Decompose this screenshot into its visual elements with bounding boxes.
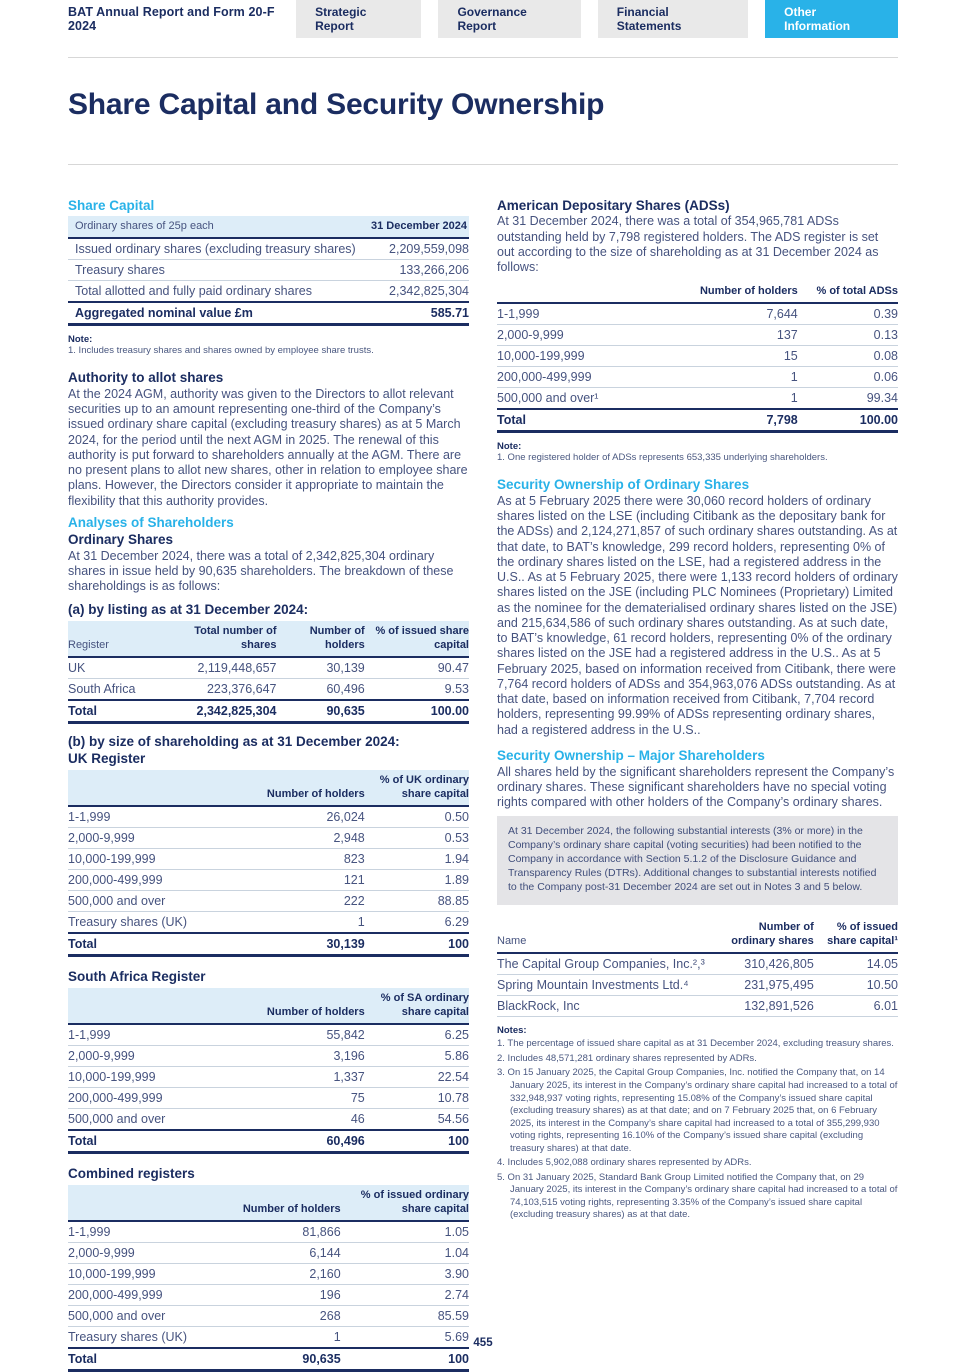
table-row [497,367,898,388]
listing-table [68,621,469,724]
shareholder-name: BlackRock, Inc [497,996,714,1017]
col-header-holders: Number of holders [677,281,797,303]
row-value: 121 [252,870,364,891]
col-header-name: Name [497,917,714,953]
header-divider [68,57,898,58]
row-value: 222 [252,891,364,912]
row-label: 2,000-9,999 [497,325,677,346]
col-header-pct: % of UK ordinary share capital [365,770,469,806]
col-header-pct: % of SA ordinary share capital [365,988,469,1024]
table-header-row [68,621,469,657]
table-row [68,849,469,870]
row-label: 200,000-499,999 [68,1285,236,1306]
major-shareholders-table [497,917,898,1017]
table-header-row [68,770,469,806]
note-heading: Note: [68,334,469,345]
analyses-heading: Analyses of Shareholders [68,515,469,532]
listing-heading: (a) by listing as at 31 December 2024: [68,602,469,619]
total-row: Total 30,139 100 [68,933,469,956]
table-row [497,346,898,367]
table-row [68,891,469,912]
table-row [68,1109,469,1131]
row-value: 26,024 [252,806,364,828]
row-value: 3.90 [341,1264,469,1285]
table-row [497,996,898,1017]
row-label: Issued ordinary shares (excluding treasury shares) [68,238,357,260]
table-row [68,1221,469,1243]
row-value: 10.78 [365,1088,469,1109]
security-ownership-heading: Security Ownership of Ordinary Shares [497,477,898,494]
row-label: 10,000-199,999 [68,1067,252,1088]
row-value: 1.89 [365,870,469,891]
row-value: 15 [677,346,797,367]
row-value: 268 [236,1306,340,1327]
row-label: South Africa [68,679,160,701]
major-shareholders-paragraph: All shares held by the significant shareholders represent the Company’s ordinary shares. These significant shareholders have no special voting rights compared with other holders of the Company’s ordinary shares. [497,765,898,811]
notes-section [497,1025,898,1221]
total-row: Total 2,342,825,304 90,635 100.00 [68,700,469,723]
table-row [497,388,898,410]
col-header-shares: Number of ordinary shares [714,917,814,953]
col-header-holders: Number of holders [277,621,365,657]
table-row [497,953,898,975]
title-divider [68,164,898,165]
row-value: 46 [252,1109,364,1131]
row-label: 500,000 and over¹ [497,388,677,410]
row-value: 1 [677,388,797,410]
row-value: 0.08 [798,346,898,367]
row-value: 2,119,448,657 [160,657,276,679]
row-value: 75 [252,1088,364,1109]
note-text: 5. On 31 January 2025, Standard Bank Group Limited notified the Company that, on 29 January 2025, its interest in the Company’s ordinary share capital had increased to a total of 74,103,515 voting rights, representing 3.35% of the Company’s issued share capital (excluding treasury shares) as at that date. [497,1172,898,1222]
combined-registers-heading: Combined registers [68,1166,469,1183]
row-label: Treasury shares (UK) [68,1327,236,1349]
report-title: BAT Annual Report and Form 20-F 2024 [68,5,296,33]
notes-heading: Notes: [497,1025,898,1036]
row-value: 1.94 [365,849,469,870]
row-value: 823 [252,849,364,870]
table-header-row [497,917,898,953]
row-value: 0.06 [798,367,898,388]
row-value: 1.04 [341,1243,469,1264]
col-header-pct: % of issued share capital¹ [814,917,898,953]
row-value: 90.47 [365,657,469,679]
col-header-label: Ordinary shares of 25p each [68,216,357,238]
shareholder-name: Spring Mountain Investments Ltd.⁴ [497,975,714,996]
table-row [68,657,469,679]
note-text: 1. Includes treasury shares and shares owned by employee share trusts. [68,345,469,358]
col-header-total-shares: Total number of shares [160,621,276,657]
row-value: 196 [236,1285,340,1306]
col-header-holders: Number of holders [252,770,364,806]
note-text: 1. One registered holder of ADSs represents 653,335 underlying shareholders. [497,452,898,465]
table-row [68,679,469,701]
note-text: 3. On 15 January 2025, the Capital Group Companies, Inc. notified the Company that, on 14 January 2025, its interest in the Company’s ordinary share capital had increased to a total of 332,948,937 voting rights, representing 15.08% of the Company’s issued share capital (excluding treasury shares) as at that date; and on 7 February 2025 that, on 6 February 2025, its interest in the Company’s share capital had increased to a total of 355,299,930 voting rights, representing 16.10% of the Company’s issued share capital (excluding treasury shares) at that date. [497,1067,898,1155]
row-value: 132,891,526 [714,996,814,1017]
row-label: 2,000-9,999 [68,828,252,849]
total-row: Total 60,496 100 [68,1130,469,1153]
table-row [68,1067,469,1088]
table-row [68,1243,469,1264]
row-value: 6.25 [365,1024,469,1046]
authority-heading: Authority to allot shares [68,370,469,387]
row-value: 9.53 [365,679,469,701]
row-label: 10,000-199,999 [68,849,252,870]
uk-register-table [68,770,469,957]
tab-other-information[interactable]: Other Information [765,0,898,38]
row-label: 1-1,999 [68,1221,236,1243]
row-value: 0.50 [365,806,469,828]
row-label: 500,000 and over [68,891,252,912]
share-capital-heading: Share Capital [68,198,469,215]
total-label: Aggregated nominal value £m [68,302,357,325]
table-header-row [497,281,898,303]
row-value: 0.39 [798,303,898,325]
row-label: Treasury shares (UK) [68,912,252,934]
col-header-pct: % of issued ordinary share capital [341,1185,469,1221]
total-row: Total 90,635 100 [68,1348,469,1371]
row-label: 2,000-9,999 [68,1046,252,1067]
row-value: 1 [677,367,797,388]
shareholder-name: The Capital Group Companies, Inc.²,³ [497,953,714,975]
table-row [68,1285,469,1306]
row-value: 5.86 [365,1046,469,1067]
by-size-heading: (b) by size of shareholding as at 31 December 2024: [68,734,469,751]
row-label: 10,000-199,999 [497,346,677,367]
uk-register-heading: UK Register [68,751,469,768]
row-label: 1-1,999 [68,1024,252,1046]
col-header-pct: % of total ADSs [798,281,898,303]
note-text: 2. Includes 48,571,281 ordinary shares represented by ADRs. [497,1053,898,1066]
table-header-row [68,216,469,238]
row-value: 54.56 [365,1109,469,1131]
row-label: 1-1,999 [68,806,252,828]
row-value: 30,139 [277,657,365,679]
page-title: Share Capital and Security Ownership [68,88,898,123]
row-value: 231,975,495 [714,975,814,996]
table-row [497,325,898,346]
share-capital-table [68,216,469,326]
table-row [68,1264,469,1285]
major-shareholders-heading: Security Ownership – Major Shareholders [497,748,898,765]
row-value: 1 [252,912,364,934]
table-row [68,806,469,828]
row-value: 1 [236,1327,340,1349]
table-row [68,912,469,934]
row-value: 6.01 [814,996,898,1017]
row-value: 3,196 [252,1046,364,1067]
row-label: 200,000-499,999 [68,870,252,891]
col-header-blank [68,1185,236,1221]
total-value: 585.71 [357,302,469,325]
right-column [497,198,898,1222]
row-value: 55,842 [252,1024,364,1046]
col-header-holders: Number of holders [236,1185,340,1221]
row-label: 200,000-499,999 [497,367,677,388]
row-value: 10.50 [814,975,898,996]
row-value: 2.74 [341,1285,469,1306]
ads-paragraph: At 31 December 2024, there was a total of 354,965,781 ADSs outstanding held by 7,798 registered holders. The ADS register is set out according to the size of shareholding as at 31 December 2024 as follows: [497,214,898,275]
row-value: 14.05 [814,953,898,975]
top-bar [68,0,898,38]
sa-register-heading: South Africa Register [68,969,469,986]
row-value: 7,644 [677,303,797,325]
table-row [68,238,469,260]
row-value: 81,866 [236,1221,340,1243]
row-value: 223,376,647 [160,679,276,701]
col-header-blank [497,281,677,303]
tab-governance-report[interactable]: Governance Report [438,0,580,38]
row-value: 60,496 [277,679,365,701]
row-value: 22.54 [365,1067,469,1088]
row-value: 310,426,805 [714,953,814,975]
row-label: 200,000-499,999 [68,1088,252,1109]
total-row: Total 7,798 100.00 [497,409,898,432]
row-value: 133,266,206 [357,260,469,281]
note-heading: Note: [497,441,898,452]
table-row [68,870,469,891]
row-value: 6.29 [365,912,469,934]
row-value: 2,209,559,098 [357,238,469,260]
note-text: 1. The percentage of issued share capital as at 31 December 2024, excluding treasury shares. [497,1038,898,1051]
row-value: 0.53 [365,828,469,849]
row-value: 2,948 [252,828,364,849]
left-column [68,198,469,1372]
substantial-interests-box: At 31 December 2024, the following substantial interests (3% or more) in the Company’s ordinary share capital (voting securities) had been notified to the Company in accordance with Section 5.1.2 of the Disclosure Guidance and Transparency Rules (DTRs). Additional changes to substantial interests notified to the Company post-31 December 2024 are set out in Notes 3 and 5 below. [497,816,898,905]
col-header-blank [68,770,252,806]
note-text: 4. Includes 5,902,088 ordinary shares represented by ADRs. [497,1157,898,1170]
row-value: 88.85 [365,891,469,912]
row-label: 500,000 and over [68,1109,252,1131]
table-row [68,1088,469,1109]
table-row [497,303,898,325]
table-row [68,1046,469,1067]
row-value: 2,160 [236,1264,340,1285]
row-label: 10,000-199,999 [68,1264,236,1285]
table-row [68,281,469,303]
ads-heading: American Depositary Shares (ADSs) [497,198,898,215]
row-value: 2,342,825,304 [357,281,469,303]
row-label: 500,000 and over [68,1306,236,1327]
row-label: Total allotted and fully paid ordinary shares [68,281,357,303]
tab-strategic-report[interactable]: Strategic Report [296,0,421,38]
row-value: 5.69 [341,1327,469,1349]
row-label: 2,000-9,999 [68,1243,236,1264]
row-label: 1-1,999 [497,303,677,325]
col-header-date: 31 December 2024 [357,216,469,238]
row-value: 0.13 [798,325,898,346]
section-tabs [296,0,898,38]
ordinary-shares-heading: Ordinary Shares [68,532,469,549]
table-header-row [68,988,469,1024]
table-header-row [68,1185,469,1221]
total-row [68,302,469,325]
authority-paragraph: At the 2024 AGM, authority was given to the Directors to allot relevant securities up to an amount representing one-third of the Company’s issued ordinary share capital (excluding treasury shares) as at 5 March 2024, for the period until the next AGM in 2025. The renewal of this authority is put forward to shareholders annually at the AGM. There are no present plans to allot new shares, other in relation to employee share plans. However, the Directors consider it appropriate to maintain the flexibility that this authority provides. [68,387,469,509]
table-row [68,1024,469,1046]
row-label: Treasury shares [68,260,357,281]
col-header-holders: Number of holders [252,988,364,1024]
row-value: 137 [677,325,797,346]
row-label: UK [68,657,160,679]
row-value: 1.05 [341,1221,469,1243]
col-header-register: Register [68,621,160,657]
col-header-pct: % of issued share capital [365,621,469,657]
sa-register-table [68,988,469,1154]
row-value: 1,337 [252,1067,364,1088]
tab-financial-statements[interactable]: Financial Statements [598,0,748,38]
analyses-paragraph: At 31 December 2024, there was a total of 2,342,825,304 ordinary shares in issue held by 90,635 shareholders. The breakdown of these shareholdings is as follows: [68,549,469,595]
page-number: 455 [0,1337,966,1349]
col-header-blank [68,988,252,1024]
row-value: 6,144 [236,1243,340,1264]
row-value: 99.34 [798,388,898,410]
ads-table [497,281,898,433]
table-row [497,975,898,996]
content-columns [68,198,898,1372]
row-value: 85.59 [341,1306,469,1327]
security-ownership-paragraph: As at 5 February 2025 there were 30,060 record holders of ordinary shares listed on the LSE (including Citibank as the depositary bank for the ADSs) and 2,124,271,857 of such ordinary shares outstanding. As at that date, to BAT’s knowledge, 299 record holders, representing 0% of the ordinary shares listed on the LSE, had a registered address in the U.S.. As at 5 February 2025, there were 1,133 record holders of ordinary shares listed on the JSE (including PLC Nominees (Proprietary) Limited as the nominee for the dematerialised ordinary shares listed on the JSE) and 215,634,586 of such ordinary shares outstanding. As at such date, to BAT’s knowledge, 61 record holders, representing 0% of the ordinary shares listed on the JSE had a registered address in the U.S.. As at 5 February 2025, based on information received from Citibank, there were 7,764 record holders of ADSs and 354,963,076 ADSs outstanding. As at that date, based on information received from Citibank, 7,704 record holders, representing 99.99% of ADSs representing ordinary shares, had a registered address in the U.S.. [497,494,898,738]
table-row [68,828,469,849]
table-row [68,260,469,281]
table-row [68,1306,469,1327]
